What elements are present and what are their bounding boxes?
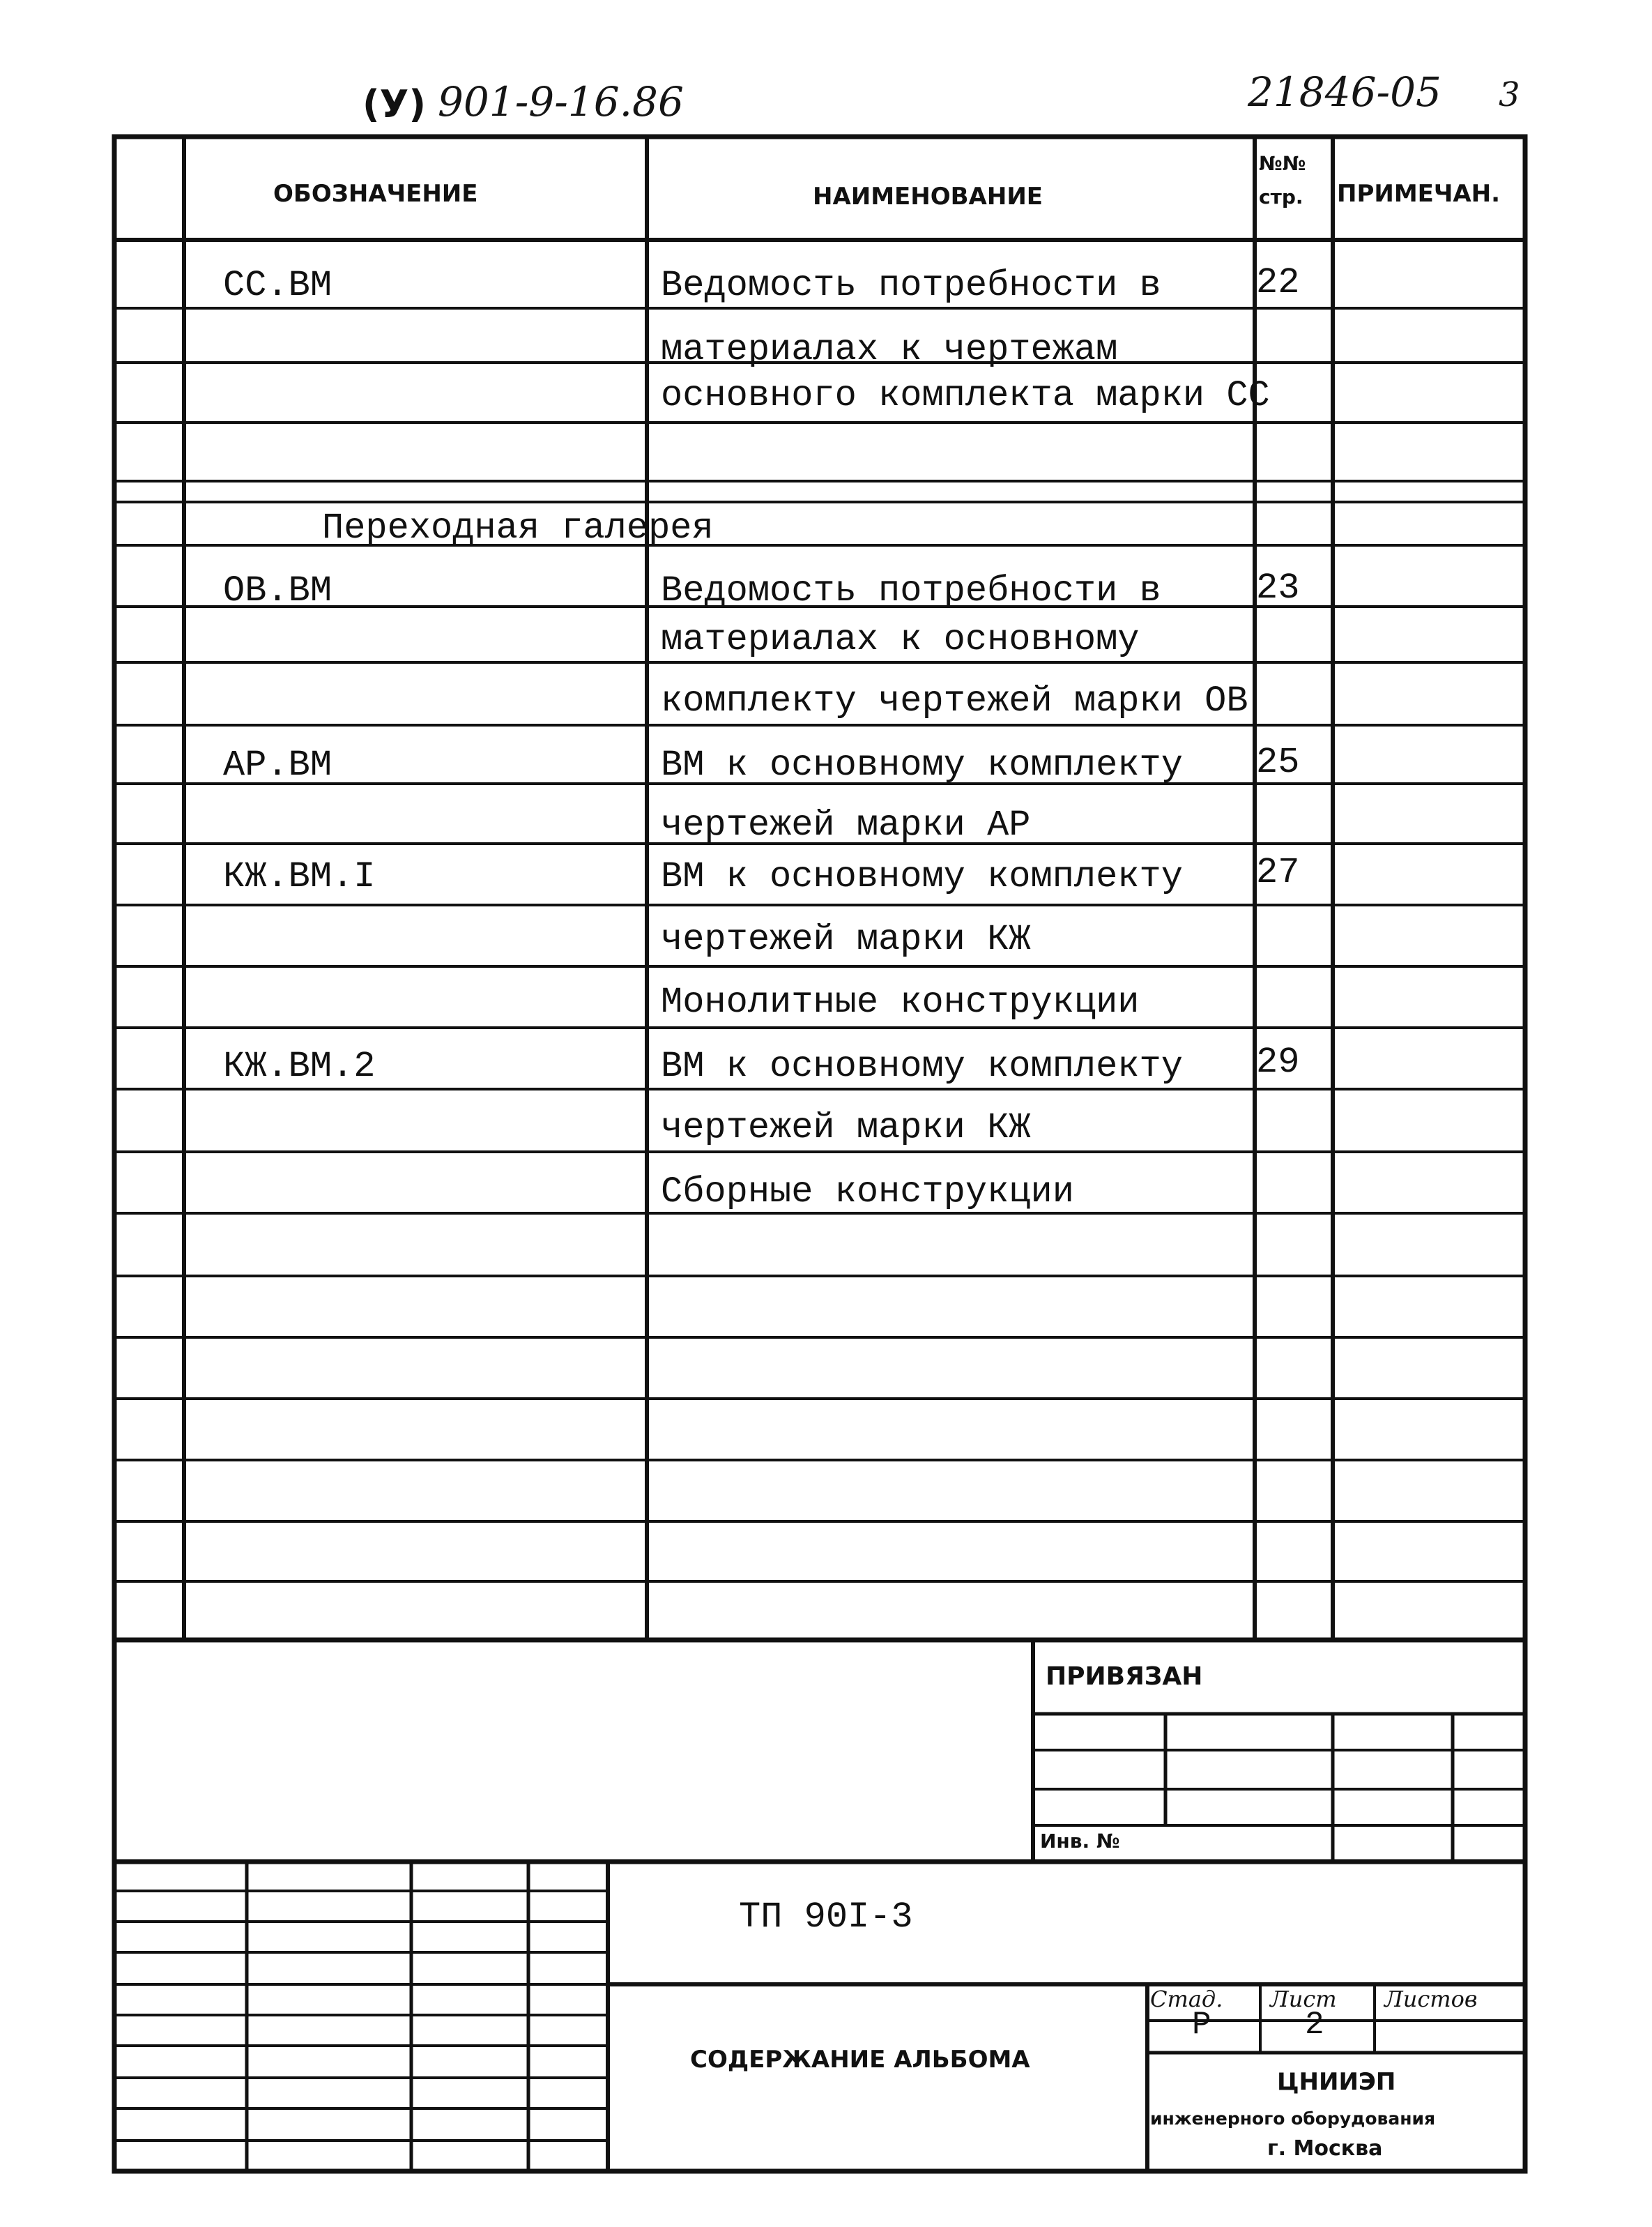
organization-city: г. Москва	[1267, 2136, 1383, 2161]
column-header-name: НАИМЕНОВАНИЕ	[813, 183, 1043, 211]
row-designation: СС.ВМ	[223, 265, 332, 306]
row-name: ВМ к основному комплекту	[661, 1046, 1183, 1087]
row-page: 23	[1256, 568, 1300, 609]
album-title: СОДЕРЖАНИЕ АЛЬБОМА	[690, 2046, 1030, 2074]
row-name: чертежей марки АР	[661, 805, 1031, 846]
row-name: Ведомость потребности в	[661, 570, 1161, 611]
row-name: Монолитные конструкции	[661, 982, 1140, 1023]
row-name: материалах к основному	[661, 619, 1140, 660]
row-name: Ведомость потребности в	[661, 265, 1161, 306]
row-designation: КЖ.ВМ.2	[223, 1046, 376, 1087]
organization-department: инженерного оборудования	[1150, 2108, 1436, 2129]
row-name: ВМ к основному комплекту	[661, 745, 1183, 786]
handwritten-inventory-number: 21846-05	[1248, 68, 1441, 116]
row-name: чертежей марки КЖ	[661, 919, 1031, 960]
organization-name: ЦНИИЭП	[1277, 2068, 1396, 2096]
column-header-page-number-sign: №№	[1259, 152, 1306, 175]
row-name: основного комплекта марки СС	[661, 375, 1270, 416]
page-number: 3	[1499, 75, 1520, 114]
stage-label: Стад.	[1150, 1986, 1223, 2012]
section-heading: Переходная галерея	[322, 508, 714, 549]
row-page: 22	[1256, 262, 1300, 303]
row-designation: КЖ.ВМ.I	[223, 856, 376, 897]
row-name: Сборные конструкции	[661, 1171, 1074, 1213]
row-name: ВМ к основному комплекту	[661, 856, 1183, 897]
row-page: 27	[1256, 852, 1300, 893]
column-header-page: стр.	[1259, 185, 1303, 208]
series-code-prefix: (У)	[362, 82, 426, 126]
row-page: 25	[1256, 742, 1300, 783]
sheet-value: 2	[1305, 2007, 1324, 2043]
stage-value: Р	[1192, 2007, 1211, 2043]
row-name: материалах к чертежам	[661, 329, 1118, 370]
row-page: 29	[1256, 1042, 1300, 1083]
column-header-note: ПРИМЕЧАН.	[1337, 180, 1501, 208]
row-name: комплекту чертежей марки ОВ	[661, 681, 1248, 722]
project-code: ТП 90I-3	[739, 1897, 913, 1938]
sheets-label: Листов	[1384, 1986, 1478, 2012]
row-name: чертежей марки КЖ	[661, 1107, 1031, 1148]
sheet-label: Лист	[1270, 1986, 1337, 2012]
row-designation: ОВ.ВМ	[223, 570, 332, 611]
inventory-number-label: Инв. №	[1040, 1830, 1120, 1853]
row-designation: АР.ВМ	[223, 745, 332, 786]
handwritten-series-number: 901-9-16.86	[438, 78, 684, 126]
bound-label: ПРИВЯЗАН	[1046, 1662, 1203, 1691]
column-header-designation: ОБОЗНАЧЕНИЕ	[273, 180, 478, 208]
